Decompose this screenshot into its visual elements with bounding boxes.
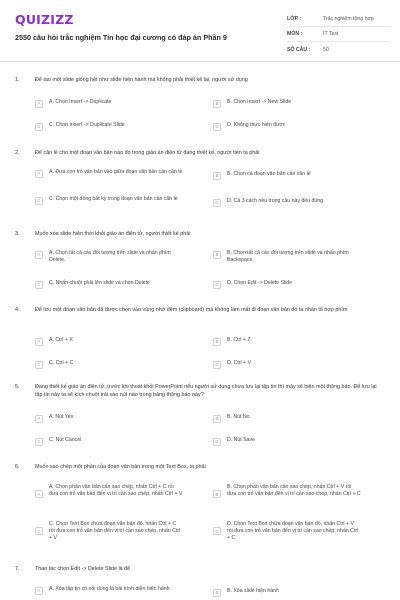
option-d[interactable] xyxy=(213,198,361,207)
question-number: 5. xyxy=(15,384,20,390)
question-number: 3. xyxy=(15,231,20,237)
option-b[interactable] xyxy=(213,588,361,597)
option-letter-box: A xyxy=(35,338,43,346)
meta-label: MÔN : xyxy=(287,31,303,37)
meta-value: IT Test xyxy=(323,31,339,37)
option-text: A. Chọn tất cả các đối tượng trên slide và nhấn phím Delete. xyxy=(49,250,171,263)
meta-value: Trắc nghiệm tổng hợp xyxy=(323,16,374,22)
option-letter-box: B xyxy=(213,490,221,498)
option-text: C. Chọn một dòng bất kỳ trong đoạn văn bản cần căn lề xyxy=(49,196,178,202)
option-b[interactable] xyxy=(213,250,361,264)
option-text: A. Chọn Insert -> Duplicate xyxy=(49,99,112,105)
option-letter-box: C xyxy=(35,123,43,131)
option-d[interactable] xyxy=(213,280,361,289)
question-3 xyxy=(15,231,387,287)
option-text: B. Chọn Insert -> New Slide xyxy=(227,99,292,105)
option-letter-box: B xyxy=(213,415,221,423)
option-text: B. Chọn phần văn bản cần sao chép, nhấn Ctrl + V rồi đưa con trỏ văn bản đến vị trí cần sao chép, nhấn Ctrl + C xyxy=(227,484,361,497)
option-a[interactable] xyxy=(35,586,183,595)
question-text: Thao tác chọn Edit -> Delete Slide là để xyxy=(35,566,131,572)
option-letter-box: C xyxy=(35,281,43,289)
option-text: D. Ctrl + V xyxy=(227,360,252,366)
option-letter-box: B xyxy=(213,172,221,180)
option-b[interactable] xyxy=(213,99,361,108)
option-letter-box: D xyxy=(213,281,221,289)
option-letter-box: A xyxy=(35,251,43,259)
option-d[interactable] xyxy=(213,521,361,541)
option-text: B. Chọn tất cả các đối tượng trên slide và nhấn phím Backspace xyxy=(227,250,349,263)
option-c[interactable] xyxy=(35,280,183,289)
option-text: C. Ctrl + C xyxy=(49,360,74,366)
option-letter-box: B xyxy=(213,589,221,597)
option-letter-box: D xyxy=(213,361,221,369)
option-text: A. Chọn phần văn bản cần sao chép, nhấn Ctrl + C rồi đưa con trỏ văn bản đến vị trí cần sao chép, nhấn Ctrl + V xyxy=(49,484,183,497)
option-b[interactable] xyxy=(213,414,361,423)
option-a[interactable] xyxy=(35,169,183,178)
worksheet-title: 2550 câu hỏi trắc nghiệm Tin học đại cương có đáp án Phần 9 xyxy=(15,33,227,42)
question-number: 7. xyxy=(15,566,20,572)
meta-label: SỐ CÂU : xyxy=(287,46,311,53)
question-text: Đang thiết kế giáo án điện tử, trước khi thoát khỏi PowerPoint nếu người sử dụng chưa lưu lại tập tin thì máy sẽ hiện một thông báo. Để lưu lại tập tin này ta sẽ kích chuột trái vào nút nào trong bảng thông báo này? xyxy=(35,384,377,398)
option-text: C. Nút Cancel xyxy=(49,437,82,443)
option-text: D. Nút Save xyxy=(227,437,255,443)
question-text: Để căn lề cho một đoạn văn bản nào đó trong giáo án điện tử đang thiết kế, người tiến tạ phải xyxy=(35,150,260,156)
option-text: B. Xóa slide hiện hành xyxy=(227,588,279,594)
option-text: D. Chọn Edit -> Delete Slide xyxy=(227,280,293,286)
question-number: 2. xyxy=(15,150,20,156)
question-5 xyxy=(15,384,387,444)
option-letter-box: A xyxy=(35,100,43,108)
meta-info-box xyxy=(287,12,391,57)
option-text: A. Xóa tập tin có nội dung là bài trình diễn hiện hành xyxy=(49,586,170,592)
meta-row-subject xyxy=(287,27,391,42)
question-number: 1. xyxy=(15,77,20,83)
question-text: Để lưu một đoạn văn bản đã được chọn vào vùng nhớ đệm (clipboard) mà không làm mất đi đoạn văn bản đó ta nhấn tổ hợp phím xyxy=(35,307,348,313)
option-text: C. Chọn Text Box chứa đoạn văn bản đó, nhấn Ctrl + C rồi đưa con trỏ văn bản đến vị trí cần sao chép, nhấn Ctrl + V xyxy=(49,521,181,541)
option-letter-box: C xyxy=(35,438,43,446)
option-letter-box: A xyxy=(35,587,43,595)
option-text: A. Nút Yes xyxy=(49,414,74,420)
option-letter-box: B xyxy=(213,251,221,259)
option-letter-box: D xyxy=(213,527,221,535)
option-c[interactable] xyxy=(35,521,183,541)
meta-label: LỚP : xyxy=(287,16,302,22)
meta-value: 50 xyxy=(323,46,329,53)
meta-row-count xyxy=(287,42,391,57)
option-a[interactable] xyxy=(35,250,183,264)
option-d[interactable] xyxy=(213,360,361,369)
option-letter-box: B xyxy=(213,338,221,346)
option-text: D. Cả 3 cách nêu trong câu này đều đúng xyxy=(227,198,324,204)
option-text: D. Chọn Text Box chứa đoạn văn bản đó, nhấn Ctrl + V rồi đưa con trỏ văn bản đến vị trí cần sao chép, nhấn Ctrl + C xyxy=(227,521,359,541)
option-letter-box: B xyxy=(213,100,221,108)
quizizz-logo: QUIZIZZ xyxy=(15,12,74,27)
option-b[interactable] xyxy=(213,171,361,180)
option-text: A. Ctrl + X xyxy=(49,337,73,343)
question-number: 6. xyxy=(15,464,20,470)
option-c[interactable] xyxy=(35,196,183,205)
option-b[interactable] xyxy=(213,337,361,346)
question-6 xyxy=(15,464,387,541)
option-letter-box: A xyxy=(35,170,43,178)
option-c[interactable] xyxy=(35,122,183,131)
option-text: B. Chọn cả đoạn văn bản cần căn lề xyxy=(227,171,311,177)
option-c[interactable] xyxy=(35,437,183,446)
question-number: 4. xyxy=(15,307,20,313)
option-letter-box: D xyxy=(213,199,221,207)
option-text: C. Chọn Insert -> Duplicate Slide xyxy=(49,122,125,128)
option-letter-box: C xyxy=(35,527,43,535)
option-text: A. Đưa con trỏ văn bản vào giữa đoạn văn bản cần căn lề xyxy=(49,169,183,175)
option-letter-box: D xyxy=(213,123,221,131)
worksheet-header xyxy=(0,0,400,62)
question-text: Muốn xóa slide hiện thời khỏi giáo án điện tử, người thiết kế phải xyxy=(35,231,191,237)
meta-row-class xyxy=(287,12,391,27)
option-letter-box: D xyxy=(213,438,221,446)
question-2 xyxy=(15,150,387,205)
option-letter-box: A xyxy=(35,490,43,498)
option-text: B. Nút No xyxy=(227,414,250,420)
question-text: Muốn sao chép một phần của đoạn văn bản trong một Text Box, ta phải xyxy=(35,464,206,470)
option-c[interactable] xyxy=(35,360,183,369)
option-letter-box: C xyxy=(35,361,43,369)
option-a[interactable] xyxy=(35,337,183,346)
option-d[interactable] xyxy=(213,122,361,131)
question-text: Để tạo một slide giống hệt như slide hiện hành mà không phải thiết kế lại, người sử dụng xyxy=(35,77,248,83)
option-a[interactable] xyxy=(35,414,183,423)
option-letter-box: C xyxy=(35,197,43,205)
option-text: D. Không thực hiện được xyxy=(227,122,286,128)
question-1 xyxy=(15,77,387,129)
option-text: C. Nhấn chuột phải lên slide và chọn Delete xyxy=(49,280,150,286)
option-a[interactable] xyxy=(35,484,183,498)
option-letter-box: A xyxy=(35,415,43,423)
option-a[interactable] xyxy=(35,99,183,108)
question-7 xyxy=(15,566,387,595)
option-b[interactable] xyxy=(213,484,361,498)
option-d[interactable] xyxy=(213,437,361,446)
question-4 xyxy=(15,307,387,367)
option-text: B. Ctrl + Z xyxy=(227,337,251,343)
